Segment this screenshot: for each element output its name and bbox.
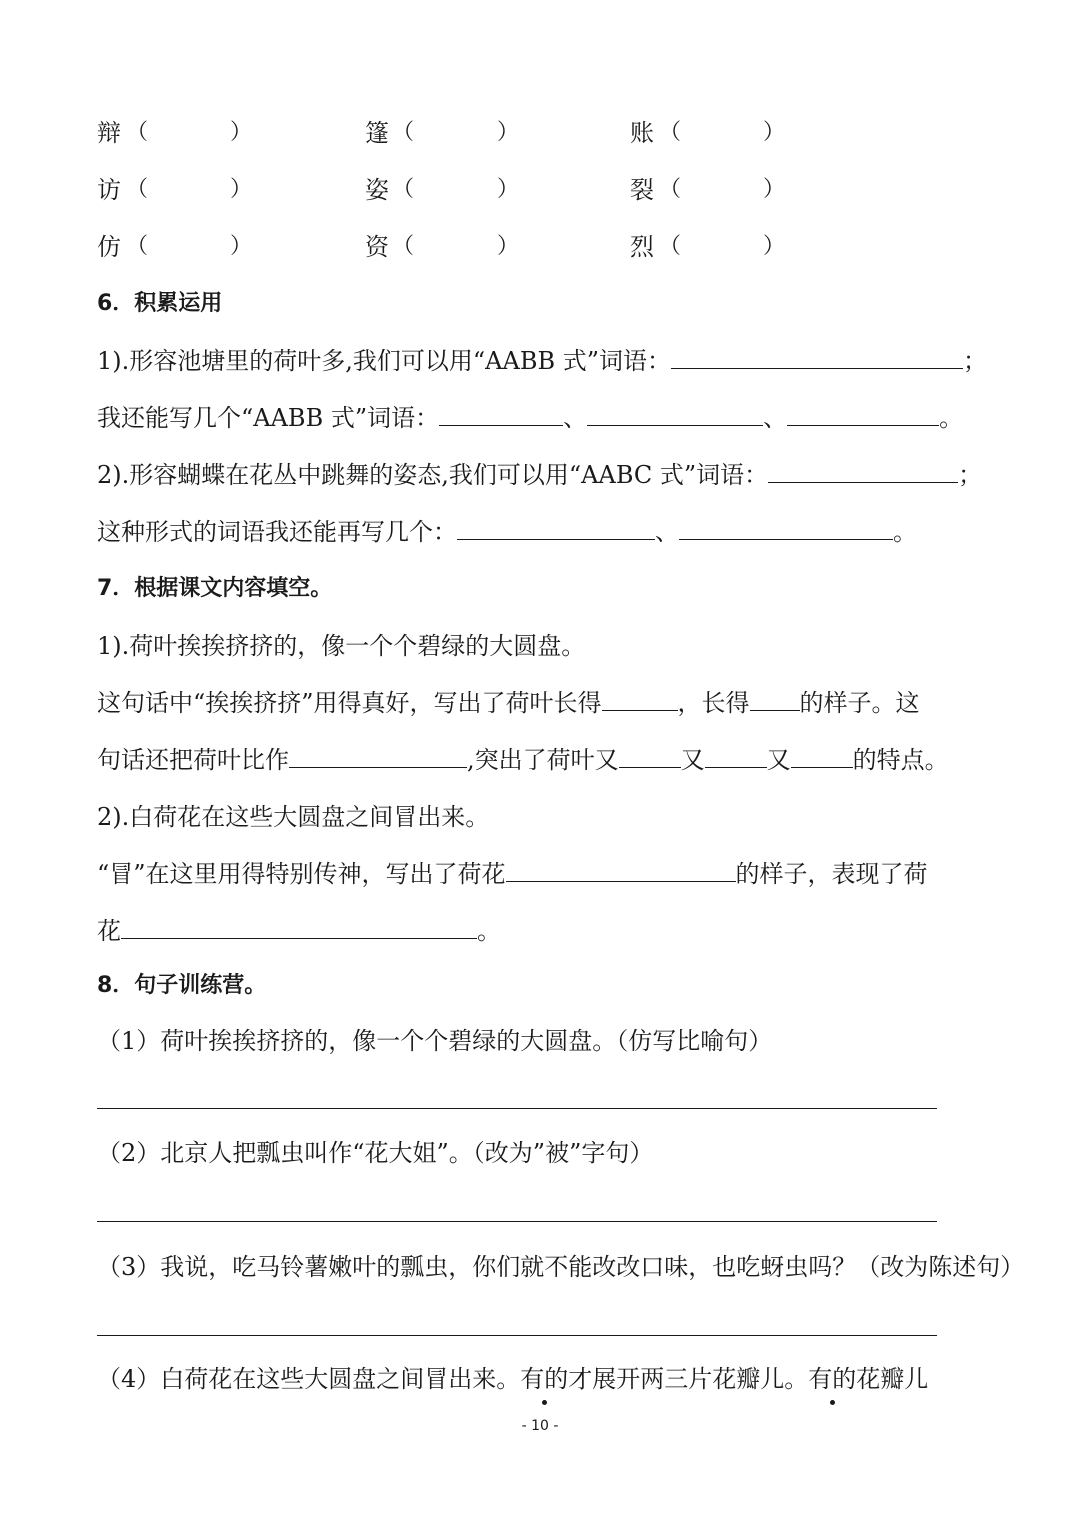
q6-line-3: [97, 459, 982, 491]
answer-blank[interactable]: [457, 517, 655, 540]
close-paren: ）: [230, 177, 253, 202]
answer-blank[interactable]: [619, 745, 681, 768]
open-paren: （: [126, 234, 149, 259]
q7-sentence-1: 1).荷叶挨挨挤挤的，像一个个碧绿的大圆盘。: [97, 632, 586, 660]
answer-line[interactable]: [97, 1221, 937, 1222]
char-cell: 账: [630, 119, 654, 147]
you-char: 又: [766, 746, 791, 774]
answer-blank[interactable]: [705, 745, 767, 768]
q6-line-3-text: 2).形容蝴蝶在花丛中跳舞的姿态,我们可以用“AABC 式”词语：: [97, 461, 769, 489]
q7-line-3: [97, 744, 949, 776]
open-paren: （: [126, 120, 149, 145]
q7-line-2: [97, 687, 920, 719]
period: 。: [939, 404, 964, 432]
open-paren: （: [659, 120, 682, 145]
q6-line-1: [97, 345, 987, 377]
q7-title: 7．根据课文内容填空。: [97, 576, 333, 601]
q7-line-2-b: ，长得: [677, 689, 750, 717]
char-cell: 篷: [365, 119, 389, 147]
answer-blank[interactable]: [750, 688, 800, 711]
q8-prompt-4-b: 才展开两三片花瓣儿。: [568, 1365, 809, 1393]
q7-line-3-c: 的特点。: [852, 746, 949, 774]
open-paren: （: [392, 120, 415, 145]
q6-line-4: [97, 516, 917, 548]
q6-line-2: [97, 402, 963, 434]
char-cell: 仿: [97, 233, 121, 261]
q6-title: 6．积累运用: [97, 291, 223, 316]
open-paren: （: [392, 234, 415, 259]
char-cell: 裂: [630, 176, 654, 204]
close-paren: ）: [497, 177, 520, 202]
q6-line-1-text: 1).形容池塘里的荷叶多,我们可以用“AABB 式”词语：: [97, 347, 671, 375]
q8-prompt-1: （1）荷叶挨挨挤挤的，像一个个碧绿的大圆盘。（仿写比喻句）: [97, 1027, 773, 1055]
dotted-text: 有的: [808, 1365, 857, 1393]
answer-line[interactable]: [97, 1335, 937, 1336]
q7-line-5-b: 的样子，表现了荷: [735, 860, 928, 888]
q7-sentence-4: 2).白荷花在这些大圆盘之间冒出来。: [97, 803, 490, 831]
close-paren: ）: [230, 120, 253, 145]
char-cell: 辩: [97, 119, 121, 147]
open-paren: （: [659, 234, 682, 259]
open-paren: （: [126, 177, 149, 202]
q7-line-3-b: ,突出了荷叶又: [467, 746, 619, 774]
open-paren: （: [659, 177, 682, 202]
close-paren: ）: [230, 234, 253, 259]
answer-blank[interactable]: [671, 346, 963, 369]
close-paren: ）: [763, 177, 786, 202]
answer-blank[interactable]: [121, 916, 477, 939]
semicolon: ；: [958, 461, 983, 489]
answer-blank[interactable]: [602, 688, 678, 711]
q7-line-5-a: “冒”在这里用得特别传神，写出了荷花: [97, 860, 506, 888]
char-cell: 姿: [365, 176, 389, 204]
q6-line-2-text: 我还能写几个“AABB 式”词语：: [97, 404, 440, 432]
q7-line-5: [97, 858, 928, 890]
dotted-text: 有的: [520, 1365, 569, 1393]
q7-line-6: [97, 915, 501, 947]
you-char: 又: [680, 746, 705, 774]
q7-line-2-a: 这句话中“挨挨挤挤”用得真好，写出了荷叶长得: [97, 689, 602, 717]
separator: 、: [655, 518, 679, 546]
answer-blank[interactable]: [506, 859, 736, 882]
semicolon: ；: [963, 347, 987, 375]
q7-line-6-b: 。: [477, 917, 501, 945]
q8-prompt-4-c: 花瓣儿: [856, 1365, 929, 1393]
q7-line-6-a: 花: [97, 917, 121, 945]
char-cell: 资: [365, 233, 389, 261]
answer-blank[interactable]: [787, 403, 939, 426]
close-paren: ）: [497, 234, 520, 259]
period: 。: [893, 518, 917, 546]
q8-prompt-4: [97, 1363, 928, 1395]
page-number: - 10 -: [521, 1418, 559, 1434]
char-cell: 烈: [630, 233, 654, 261]
char-cell: 访: [97, 176, 121, 204]
answer-blank[interactable]: [439, 403, 563, 426]
q8-prompt-2: （2）北京人把瓢虫叫作“花大姐”。（改为”被”字句）: [97, 1139, 654, 1167]
separator: 、: [563, 404, 588, 432]
answer-blank[interactable]: [289, 745, 467, 768]
q8-prompt-3: （3）我说，吃马铃薯嫩叶的瓢虫，你们就不能改改口味，也吃蚜虫吗？（改为陈述句）: [97, 1253, 1025, 1281]
q6-line-4-text: 这种形式的词语我还能再写几个：: [97, 518, 457, 546]
emphasis-you-de: [520, 1365, 568, 1393]
separator: 、: [763, 404, 788, 432]
answer-blank[interactable]: [791, 745, 853, 768]
answer-line[interactable]: [97, 1108, 937, 1109]
answer-blank[interactable]: [587, 403, 763, 426]
q7-line-3-a: 句话还把荷叶比作: [97, 746, 289, 774]
q8-prompt-4-a: （4）白荷花在这些大圆盘之间冒出来。: [97, 1365, 521, 1393]
open-paren: （: [392, 177, 415, 202]
close-paren: ）: [497, 120, 520, 145]
close-paren: ）: [763, 234, 786, 259]
answer-blank[interactable]: [768, 460, 958, 483]
q7-line-2-c: 的样子。这: [799, 689, 920, 717]
answer-blank[interactable]: [679, 517, 893, 540]
q8-title: 8．句子训练营。: [97, 973, 267, 998]
emphasis-you-de: [808, 1365, 856, 1393]
close-paren: ）: [763, 120, 786, 145]
